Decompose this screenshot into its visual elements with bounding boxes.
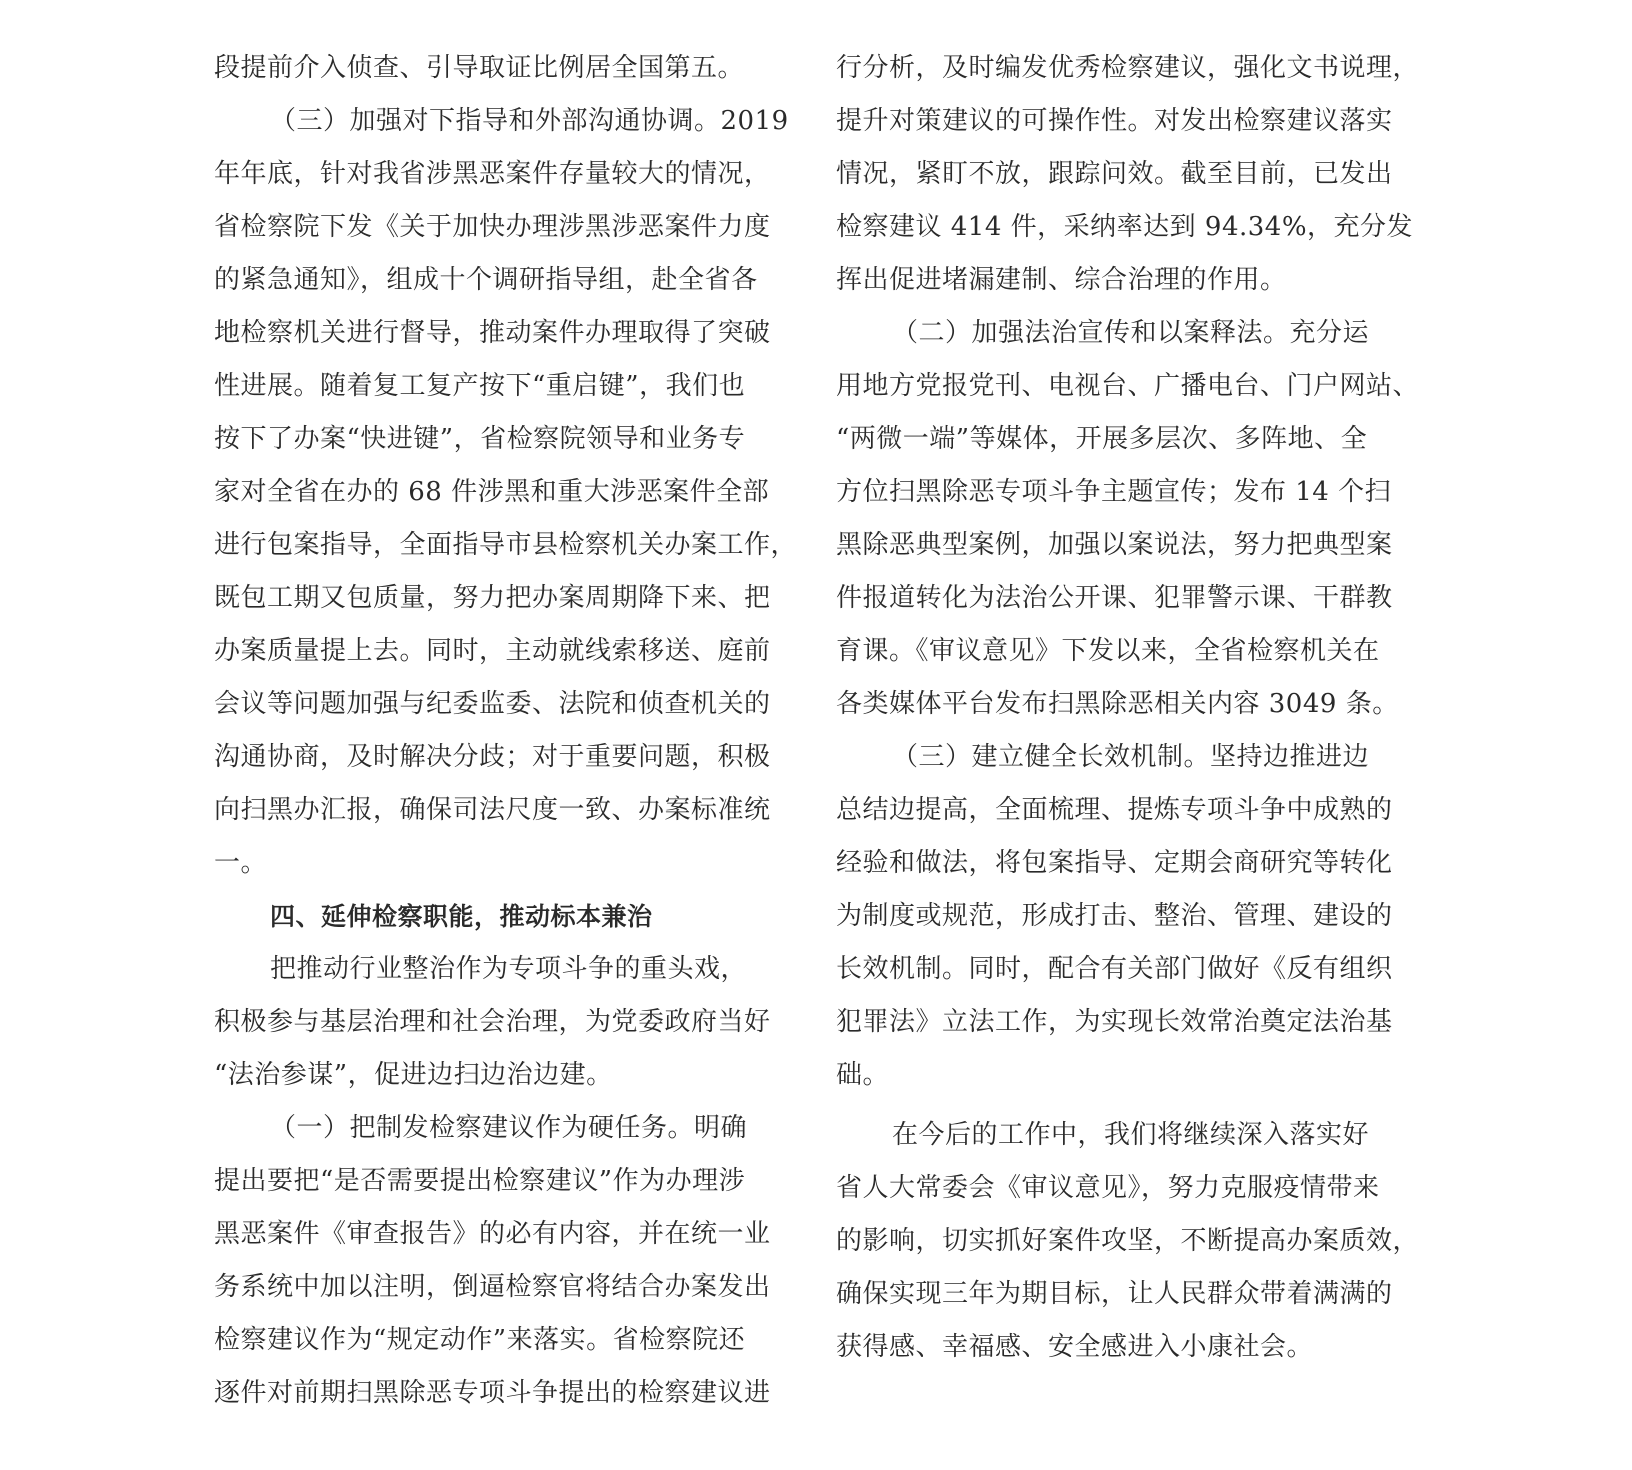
text-line: 务系统中加以注明，倒逼检察官将结合办案发出 [214,1272,771,1302]
paragraph-start-line: （三）加强对下指导和外部沟通协调。2019 [270,106,789,136]
right-column [836,42,1420,1374]
text-line: 长效机制。同时，配合有关部门做好《反有组织 [836,954,1393,984]
paragraph-gap [836,1102,1396,1109]
text-line: 础。 [836,1060,890,1090]
text-line: 年年底，针对我省涉黑恶案件存量较大的情况， [214,159,771,189]
text-line: 育课。《审议意见》下发以来，全省检察机关在 [836,636,1380,666]
text-line: 用地方党报党刊、电视台、广播电台、门户网站、 [836,371,1420,401]
text-line: 经验和做法，将包案指导、定期会商研究等转化 [836,848,1393,878]
text-line: 既包工期又包质量，努力把办案周期降下来、把 [214,583,771,613]
text-line: 行分析，及时编发优秀检察建议，强化文书说理， [836,53,1420,83]
text-line: 检察建议 414 件，采纳率达到 94.34%，充分发 [836,212,1414,242]
text-line: 的紧急通知》，组成十个调研指导组，赴全省各 [214,265,758,295]
text-line: 获得感、幸福感、安全感进入小康社会。 [836,1332,1314,1362]
text-line: 挥出促进堵漏建制、综合治理的作用。 [836,265,1287,295]
text-line: 省人大常委会《审议意见》，努力克服疫情带来 [836,1173,1380,1203]
text-line: 积极参与基层治理和社会治理，为党委政府当好 [214,1007,771,1037]
text-line: 按下了办案“快进键”，省检察院领导和业务专 [214,424,746,454]
text-line: 地检察机关进行督导，推动案件办理取得了突破 [214,318,771,348]
text-line: 家对全省在办的 68 件涉黑和重大涉恶案件全部 [214,477,770,507]
left-column [214,42,798,1420]
text-line: 黑恶案件《审查报告》的必有内容，并在统一业 [214,1219,771,1249]
paragraph-start-line: 在今后的工作中，我们将继续深入落实好 [892,1120,1370,1150]
text-line: 逐件对前期扫黑除恶专项斗争提出的检察建议进 [214,1378,771,1408]
paragraph-start-line: 把推动行业整治作为专项斗争的重头戏， [270,954,748,984]
text-line: 情况，紧盯不放，跟踪问效。截至目前，已发出 [836,159,1393,189]
paragraph-start-line: （二）加强法治宣传和以案释法。充分运 [892,318,1370,348]
text-line: 进行包案指导，全面指导市县检察机关办案工作， [214,530,798,560]
text-line: 为制度或规范，形成打击、整治、管理、建设的 [836,901,1393,931]
text-line: 总结边提高，全面梳理、提炼专项斗争中成熟的 [836,795,1393,825]
text-line: 确保实现三年为期目标，让人民群众带着满满的 [836,1279,1393,1309]
text-line: 的影响，切实抓好案件攻坚，不断提高办案质效， [836,1226,1420,1256]
text-line: 性进展。随着复工复产按下“重启键”，我们也 [214,371,746,401]
text-line: 方位扫黑除恶专项斗争主题宣传；发布 14 个扫 [836,477,1392,507]
text-line: “两微一端”等媒体，开展多层次、多阵地、全 [836,424,1368,454]
text-line: 件报道转化为法治公开课、犯罪警示课、干群教 [836,583,1393,613]
text-line: 省检察院下发《关于加快办理涉黑涉恶案件力度 [214,212,771,242]
section-heading: 四、延伸检察职能，推动标本兼治 [270,902,653,931]
text-line: 向扫黑办汇报，确保司法尺度一致、办案标准统 [214,795,771,825]
text-line: 办案质量提上去。同时，主动就线索移送、庭前 [214,636,771,666]
text-line: 段提前介入侦查、引导取证比例居全国第五。 [214,53,745,83]
text-line: 一。 [214,848,268,878]
paragraph-start-line: （一）把制发检察建议作为硬任务。明确 [270,1113,748,1143]
text-line: 沟通协商，及时解决分歧；对于重要问题，积极 [214,742,771,772]
text-line: 检察建议作为“规定动作”来落实。省检察院还 [214,1325,746,1355]
text-line: 各类媒体平台发布扫黑除恶相关内容 3049 条。 [836,689,1399,719]
text-line: 提出要把“是否需要提出检察建议”作为办理涉 [214,1166,746,1196]
text-line: 会议等问题加强与纪委监委、法院和侦查机关的 [214,689,771,719]
text-line: “法治参谋”，促进边扫边治边建。 [214,1060,613,1090]
text-line: 犯罪法》立法工作，为实现长效常治奠定法治基 [836,1007,1393,1037]
paragraph-start-line: （三）建立健全长效机制。坚持边推进边 [892,742,1370,772]
text-line: 提升对策建议的可操作性。对发出检察建议落实 [836,106,1393,136]
text-line: 黑除恶典型案例，加强以案说法，努力把典型案 [836,530,1393,560]
